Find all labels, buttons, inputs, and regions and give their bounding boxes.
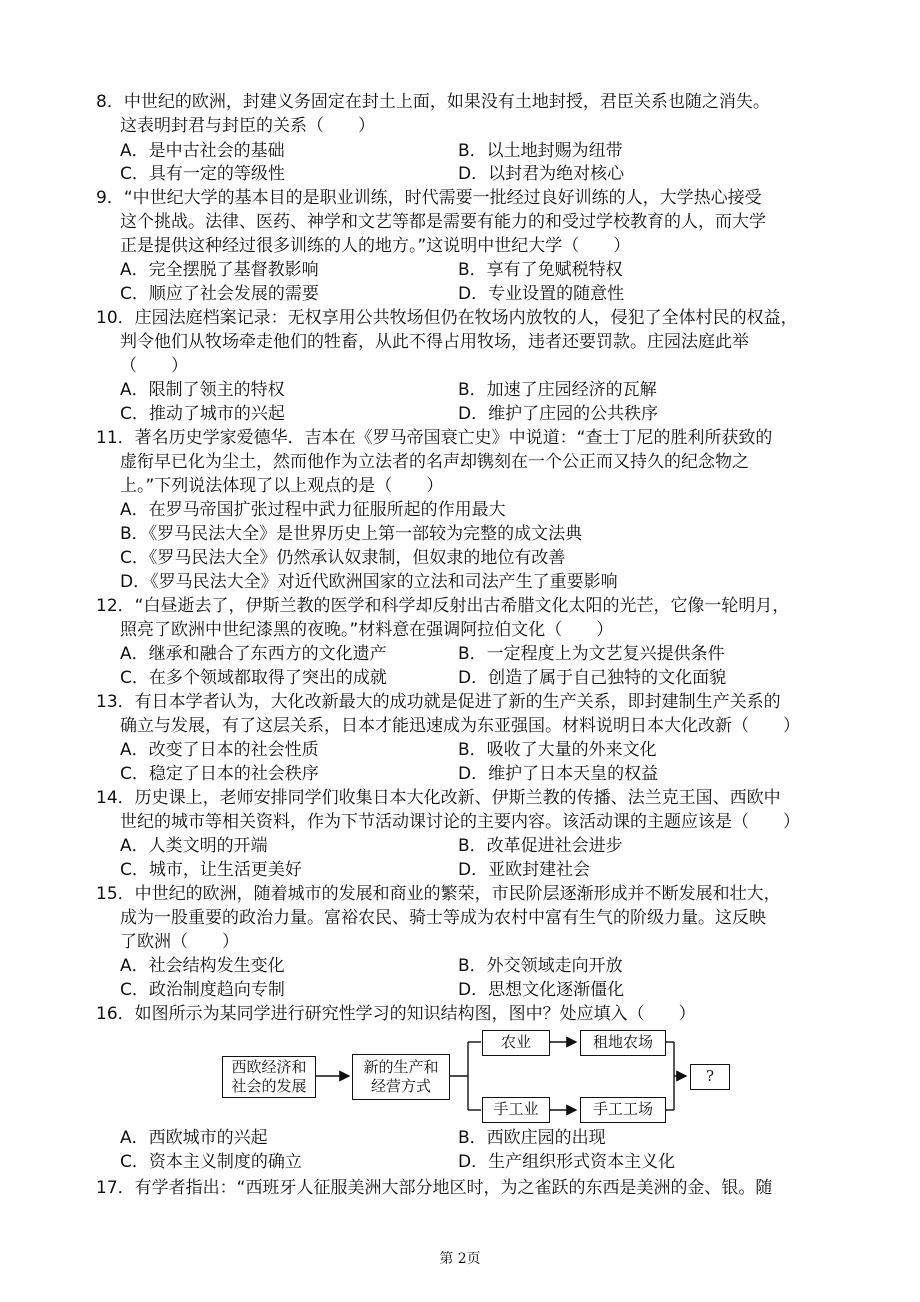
- question-12-option-c: C．在多个领域都取得了突出的成就: [120, 668, 387, 688]
- question-16-option-d: D．生产组织形式资本主义化: [458, 1152, 676, 1172]
- question-10-option-c: C．推动了城市的兴起: [120, 404, 285, 424]
- question-10-option-d: D．维护了庄园的公共秩序: [458, 404, 659, 424]
- knowledge-structure-diagram: [210, 1026, 740, 1126]
- question-9-option-a: A．完全摆脱了基督教影响: [120, 260, 319, 280]
- question-15-option-a: A．社会结构发生变化: [120, 956, 285, 976]
- question-9-option-d: D．专业设置的随意性: [458, 284, 625, 304]
- box-workshop: 手工工场: [580, 1097, 666, 1123]
- question-11-stem-line-1: 11．著名历史学家爱德华．吉本在《罗马帝国衰亡史》中说道：“查士丁尼的胜利所获致的: [96, 428, 773, 448]
- question-11-option-d: D．《罗马民法大全》对近代欧洲国家的立法和司法产生了重要影响: [120, 572, 618, 592]
- question-13-option-a: A．改变了日本的社会性质: [120, 740, 319, 760]
- question-9-stem-line-2: 这个挑战。法律、医药、神学和文艺等都是需要有能力的和受过学校教育的人，而大学: [120, 212, 766, 232]
- question-9-option-c: C．顺应了社会发展的需要: [120, 284, 319, 304]
- box-rent-farm: 租地农场: [580, 1030, 666, 1056]
- question-10-stem-line-3: （ ）: [120, 356, 188, 376]
- question-15-stem-line-2: 成为一股重要的政治力量。富裕农民、骑士等成为农村中富有生气的阶级力量。这反映: [120, 908, 766, 928]
- question-14-stem-line-2: 世纪的城市等相关资料，作为下节活动课讨论的主要内容。该活动课的主题应该是（ ）: [120, 812, 800, 832]
- question-12-option-d: D．创造了属于自己独特的文化面貌: [458, 668, 727, 688]
- question-13-option-b: B．吸收了大量的外来文化: [458, 740, 657, 760]
- question-14-stem-line-1: 14．历史课上，老师安排同学们收集日本大化改新、伊斯兰教的传播、法兰克王国、西欧中: [96, 788, 781, 808]
- question-14-option-c: C．城市，让生活更美好: [120, 860, 302, 880]
- question-15-option-b: B．外交领域走向开放: [458, 956, 623, 976]
- question-11-stem-line-2: 虚衔早已化为尘土，然而他作为立法者的名声却镌刻在一个公正而又持久的纪念物之: [120, 452, 749, 472]
- question-13-stem-line-2: 确立与发展，有了这层关系，日本才能迅速成为东亚强国。材料说明日本大化改新（ ）: [120, 716, 800, 736]
- question-12-stem-line-1: 12．“白昼逝去了，伊斯兰教的医学和科学却反射出古希腊文化太阳的光芒，它像一轮明月，: [96, 596, 790, 616]
- question-13-stem-line-1: 13．有日本学者认为，大化改新最大的成功就是促进了新的生产关系，即封建制生产关系的: [96, 692, 781, 712]
- question-11-option-a: A．在罗马帝国扩张过程中武力征服所起的作用最大: [120, 500, 506, 520]
- question-8-option-b: B．以土地封赐为纽带: [458, 141, 623, 161]
- question-8-stem-line-1: 8．中世纪的欧洲，封建义务固定在封土上面，如果没有土地封授，君臣关系也随之消失。: [96, 92, 770, 112]
- question-10-stem-line-2: 判令他们从牧场牵走他们的牲畜，从此不得占用牧场，违者还要罚款。庄园法庭此举: [120, 332, 749, 352]
- page-number: 第 2页: [439, 1251, 481, 1267]
- question-13-option-d: D．维护了日本天皇的权益: [458, 764, 659, 784]
- question-12-stem-line-2: 照亮了欧洲中世纪漆黑的夜晚。”材料意在强调阿拉伯文化（ ）: [120, 620, 614, 640]
- question-9-option-b: B．享有了免赋税特权: [458, 260, 623, 280]
- question-15-stem-line-3: 了欧洲（ ）: [120, 932, 239, 952]
- question-8-option-a: A．是中古社会的基础: [120, 141, 285, 161]
- question-12-option-b: B．一定程度上为文艺复兴提供条件: [458, 644, 725, 664]
- question-14-option-a: A．人类文明的开端: [120, 836, 268, 856]
- box-handicraft: 手工业: [482, 1097, 550, 1123]
- question-9-stem-line-1: 9．“中世纪大学的基本目的是职业训练，时代需要一批经过良好训练的人，大学热心接受: [96, 188, 762, 208]
- box-new-production-line-1: 新的生产和: [363, 1058, 439, 1076]
- question-8-option-c: C．具有一定的等级性: [120, 164, 285, 184]
- question-9-stem-line-3: 正是提供这种经过很多训练的人的地方。”这说明中世纪大学（ ）: [120, 236, 631, 256]
- box-new-production: [352, 1054, 450, 1100]
- question-12-option-a: A．继承和融合了东西方的文化遗产: [120, 644, 387, 664]
- question-8-option-d: D．以封君为绝对核心: [458, 164, 625, 184]
- question-8-stem-line-2: 这表明封君与封臣的关系（ ）: [120, 116, 375, 136]
- question-10-option-a: A．限制了领主的特权: [120, 380, 285, 400]
- question-15-stem-line-1: 15．中世纪的欧洲，随着城市的发展和商业的繁荣，市民阶层逐渐形成并不断发展和壮大，: [96, 884, 781, 904]
- question-10-stem-line-1: 10．庄园法庭档案记录：无权享用公共牧场但仍在牧场内放牧的人，侵犯了全体村民的权益，: [96, 308, 798, 328]
- question-10-option-b: B．加速了庄园经济的瓦解: [458, 380, 657, 400]
- question-15-option-d: D．思想文化逐渐僵化: [458, 980, 625, 1000]
- question-11-option-b: B．《罗马民法大全》是世界历史上第一部较为完整的成文法典: [120, 524, 583, 544]
- question-14-option-b: B．改革促进社会进步: [458, 836, 623, 856]
- question-15-option-c: C．政治制度趋向专制: [120, 980, 285, 1000]
- question-16-stem-line-1: 16．如图所示为某同学进行研究性学习的知识结构图，图中？处应填入（ ）: [96, 1004, 696, 1024]
- question-16-option-b: B．西欧庄园的出现: [458, 1128, 606, 1148]
- question-16-option-c: C．资本主义制度的确立: [120, 1152, 302, 1172]
- question-17-stem-line-1: 17．有学者指出：“西班牙人征服美洲大部分地区时，为之雀跃的东西是美洲的金、银。随: [96, 1178, 773, 1198]
- question-11-option-c: C．《罗马民法大全》仍然承认奴隶制，但奴隶的地位有改善: [120, 548, 566, 568]
- question-11-stem-line-3: 上。”下列说法体现了以上观点的是（ ）: [120, 476, 444, 496]
- box-economy-society-line-1: 西欧经济和: [231, 1058, 307, 1076]
- question-13-option-c: C．稳定了日本的社会秩序: [120, 764, 319, 784]
- box-unknown: ?: [690, 1064, 730, 1090]
- box-agriculture: 农业: [482, 1030, 550, 1056]
- question-14-option-d: D．亚欧封建社会: [458, 860, 591, 880]
- question-16-option-a: A．西欧城市的兴起: [120, 1128, 268, 1148]
- box-economy-society: [222, 1056, 316, 1098]
- box-economy-society-line-2: 社会的发展: [231, 1077, 307, 1095]
- box-new-production-line-2: 经营方式: [370, 1077, 431, 1095]
